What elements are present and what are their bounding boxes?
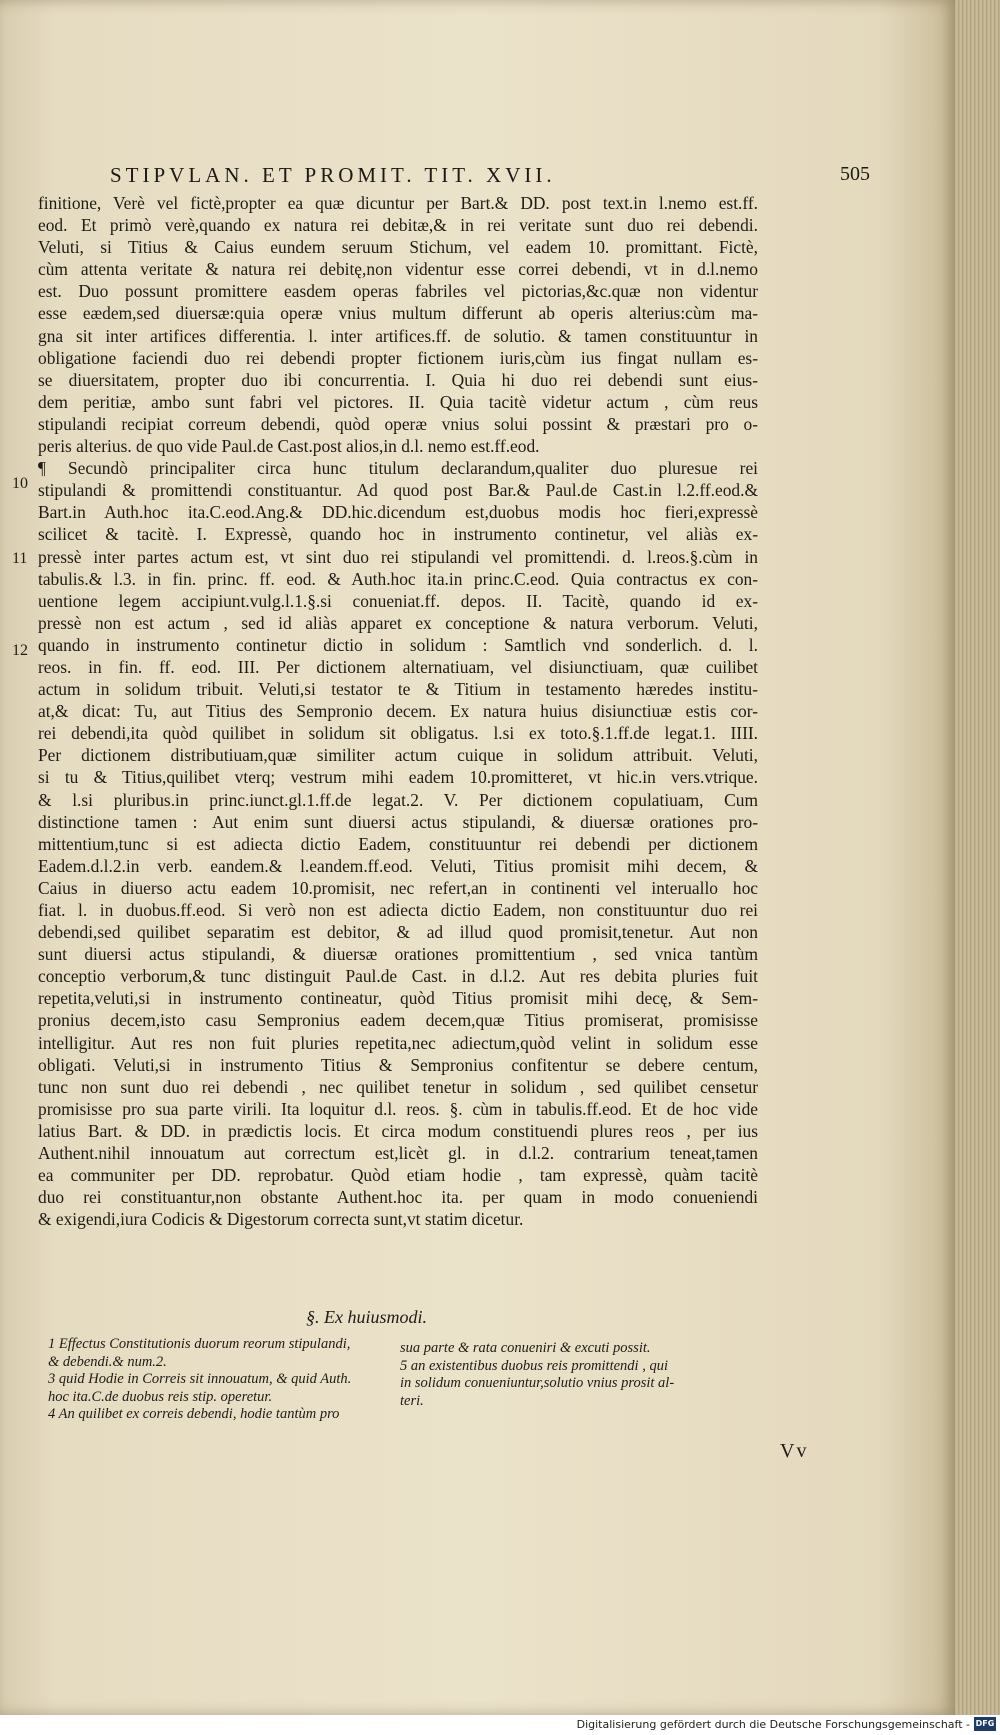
text-line: debendi,sed quilibet separatim est debitor, & ad illud quod promisit,tenetur. Aut non bbox=[38, 922, 758, 943]
text-line: dem peritiæ, ambo sunt fabri vel pictores. II. Quia tacitè videtur actum , cùm reus bbox=[38, 391, 758, 412]
text-line: uentione legem accipiunt.vulg.l.1.§.si conueniat.ff. depos. II. Tacitè, quando id ex- bbox=[38, 590, 758, 611]
text-line: cùm attenta veritate & natura rei debitę,non videntur esse correi debendi, vt in d.l.nemo bbox=[38, 259, 758, 280]
summary-line: 4 An quilibet ex correis debendi, hodie tantùm pro bbox=[48, 1406, 340, 1422]
text-line: pronius decem,isto casu Sempronius eadem decem,quæ Titius promiserat, promisisse bbox=[38, 1010, 758, 1031]
text-line: si tu & Titius,quilibet vterq; vestrum mihi eadem 10.promitteret, vt hic.in vers.vtrique. bbox=[38, 767, 758, 788]
text-line: ea communiter per DD. reprobatur. Quòd etiam hodie , tam expressè, quàm tacitè bbox=[38, 1165, 758, 1186]
summary-line: hoc ita.C.de duobus reis stip. operetur. bbox=[48, 1388, 273, 1405]
text-line: pressè inter partes actum est, vt sint duo rei stipulandi vel promittendi. d. l.reos.§.cùm in bbox=[38, 546, 758, 567]
text-line: Caius in diuerso actu eadem 10.promisit, nec refert,an in continenti vel interuallo hoc bbox=[38, 877, 758, 898]
running-head: STIPVLAN. ET PROMIT. TIT. XVII. bbox=[110, 163, 556, 187]
text-line: promisisse pro sua parte virili. Ita loquitur d.l. reos. §. cùm in tabulis.ff.eod. Et de hoc vide bbox=[38, 1098, 758, 1119]
summary-line: 1 Effectus Constitutionis duorum reorum stipulandi, bbox=[48, 1336, 351, 1352]
text-line: repetita,veluti,si in instrumento contineatur, quòd Titius promisit mihi decę, & Sem- bbox=[38, 988, 758, 1009]
text-line: se diuersitatem, propter duo ibi concurrentia. I. Quia hi duo rei debendi sunt eius- bbox=[38, 369, 758, 390]
text-line: rei debendi,ita quòd quilibet in solidum sit obligatus. l.si ex toto.§.1.ff.de legat.1. IIII. bbox=[38, 723, 758, 744]
text-line: actum in solidum tribuit. Veluti,si testator te & Titium in testamento hæredes institu- bbox=[38, 679, 758, 700]
text-line: obligatione faciendi duo rei debendi propter fictionem iuris,cùm ius fingat nullam es- bbox=[38, 347, 758, 368]
text-line: tabulis.& l.3. in fin. princ. ff. eod. & Auth.hoc ita.in princ.C.eod. Quia contractus ex con- bbox=[38, 568, 758, 589]
text-line: obligati. Veluti,si in instrumento Titius & Sempronius confitentur se debere centum, bbox=[38, 1054, 758, 1075]
text-line: quando in instrumento continetur dictio in solidum : Samtlich vnd sonderlich. d. l. bbox=[38, 634, 758, 655]
text-line: esse eædem,sed diuersæ:quia operæ vnius multum differunt ab operis alterius:cùm ma- bbox=[38, 303, 758, 324]
text-line: ¶ Secundò principaliter circa hunc titulum declarandum,qualiter duo pluresue rei bbox=[38, 458, 758, 479]
summary-line: 3 quid Hodie in Correis sit innouatum, & quid Auth. bbox=[48, 1371, 352, 1387]
text-line: gna sit inter artifices differentia. l. inter artifices.ff. de solutio. & tamen constituuntur in bbox=[38, 325, 758, 346]
margin-number-12: 12 bbox=[12, 642, 28, 659]
summary-line: & debendi.& num.2. bbox=[48, 1353, 167, 1370]
summary-line: in solidum conueniuntur,solutio vnius prosit al- bbox=[400, 1375, 675, 1391]
text-line: intelligitur. Aut res non fuit pluries repetita,nec adiectum,quòd velint in solidum esse bbox=[38, 1032, 758, 1053]
dfg-logo: DFG bbox=[974, 1717, 996, 1731]
text-line: conceptio verborum,& tunc distinguit Paul.de Cast. in d.l.2. Aut res debita pluries fuit bbox=[38, 966, 758, 987]
digitization-credit: Digitalisierung gefördert durch die Deutsche Forschungsgemeinschaft - bbox=[576, 1718, 970, 1731]
page-edge-stack bbox=[955, 0, 1000, 1715]
text-line: Eadem.d.l.2.in verb. eandem.& l.eandem.ff.eod. Veluti, Titius promisit mihi decem, & bbox=[38, 855, 758, 876]
text-line: peris alterius. de quo vide Paul.de Cast.post alios,in d.l. nemo est.ff.eod. bbox=[38, 436, 540, 457]
text-line: latius Bart. & DD. in prædictis locis. Et circa modum constituendi plures reos , per ius bbox=[38, 1120, 758, 1141]
text-line: pressè non est actum , sed id aliàs apparet ex conceptione & natura verborum. Veluti, bbox=[38, 612, 758, 633]
text-line: Bart.in Auth.hoc ita.C.eod.Ang.& DD.hic.dicendum est,duobus modis hoc fieri,expressè bbox=[38, 502, 758, 523]
body-text bbox=[38, 192, 758, 1230]
margin-number-11: 11 bbox=[12, 550, 28, 567]
text-line: & l.si pluribus.in princ.iunct.gl.1.ff.de legat.2. V. Per dictionem copulatiuam, Cum bbox=[38, 789, 758, 810]
text-line: duo rei constituantur,non obstante Authent.hoc ita. per quam in modo conueniendi bbox=[38, 1187, 758, 1208]
text-line: at,& dicat: Tu, aut Titius des Sempronio decem. Ex natura huius disiunctiuæ estis cor- bbox=[38, 701, 758, 722]
text-line: fiat. l. in duobus.ff.eod. Si verò non est adiecta dictio Eadem, non constituuntur duo rei bbox=[38, 900, 758, 920]
text-line: eod. Et primò verè,quando ex natura rei debitæ,& in rei veritate sunt duo rei debendi. bbox=[38, 215, 758, 236]
section-heading: §. Ex huiusmodi. bbox=[306, 1307, 427, 1327]
summary-line: 5 an existentibus duobus reis promittendi , qui bbox=[400, 1357, 668, 1374]
text-line: mittentium,tunc si est adiecta dictio Eadem, constituuntur rei debendi per dictionem bbox=[38, 833, 758, 854]
margin-number-10: 10 bbox=[12, 475, 28, 492]
text-line: Per dictionem distributiuam,quæ similiter actum cuique in solidum attribuit. Veluti, bbox=[38, 745, 758, 766]
text-line: finitione, Verè vel fictè,propter ea quæ dicuntur per Bart.& DD. post text.in l.nemo est.ff. bbox=[38, 193, 758, 213]
text-line: est. Duo possunt promittere easdem operas fabriles vel pictorias,&c.quæ non videntur bbox=[38, 281, 758, 302]
summary-line: teri. bbox=[400, 1392, 424, 1409]
summary-column-left bbox=[48, 1336, 351, 1424]
signature-mark: Vv bbox=[780, 1440, 809, 1462]
text-line: tunc non sunt duo rei debendi , nec quilibet tenetur in solidum , sed quilibet censetur bbox=[38, 1076, 758, 1097]
text-line: sunt diuersi actus stipulandi, & diuersæ orationes promittentium , sed vnica tantùm bbox=[38, 944, 758, 965]
text-line: reos. in fin. ff. eod. III. Per dictionem alternatiuam, vel disiunctiuam, quæ cuilibet bbox=[38, 656, 758, 677]
text-line: stipulandi & promittendi constituantur. Ad quod post Bar.& Paul.de Cast.in l.2.ff.eod.& bbox=[38, 480, 758, 501]
text-line: distinctione tamen : Aut enim sunt diuersi actus stipulandi, & diuersæ orationes pro- bbox=[38, 811, 758, 832]
text-line: stipulandi recipiat correum debendi, quòd operæ vnius solui possint & præstari pro o- bbox=[38, 413, 758, 434]
text-line: Authent.nihil innouatum aut correctum est,licèt gl. in d.l.2. contrarium teneat,tamen bbox=[38, 1143, 758, 1164]
text-line: Veluti, si Titius & Caius eundem seruum Stichum, vel eadem 10. promittant. Fictè, bbox=[38, 237, 758, 258]
summary-line: sua parte & rata conueniri & excuti possit. bbox=[400, 1340, 651, 1356]
summary-column-right bbox=[400, 1340, 674, 1410]
text-line: & exigendi,iura Codicis & Digestorum correcta sunt,vt statim dicetur. bbox=[38, 1209, 524, 1230]
page-number: 505 bbox=[840, 163, 870, 185]
text-line: scilicet & tacitè. I. Expressè, quando hoc in instrumento continetur, vel aliàs ex- bbox=[38, 524, 758, 545]
